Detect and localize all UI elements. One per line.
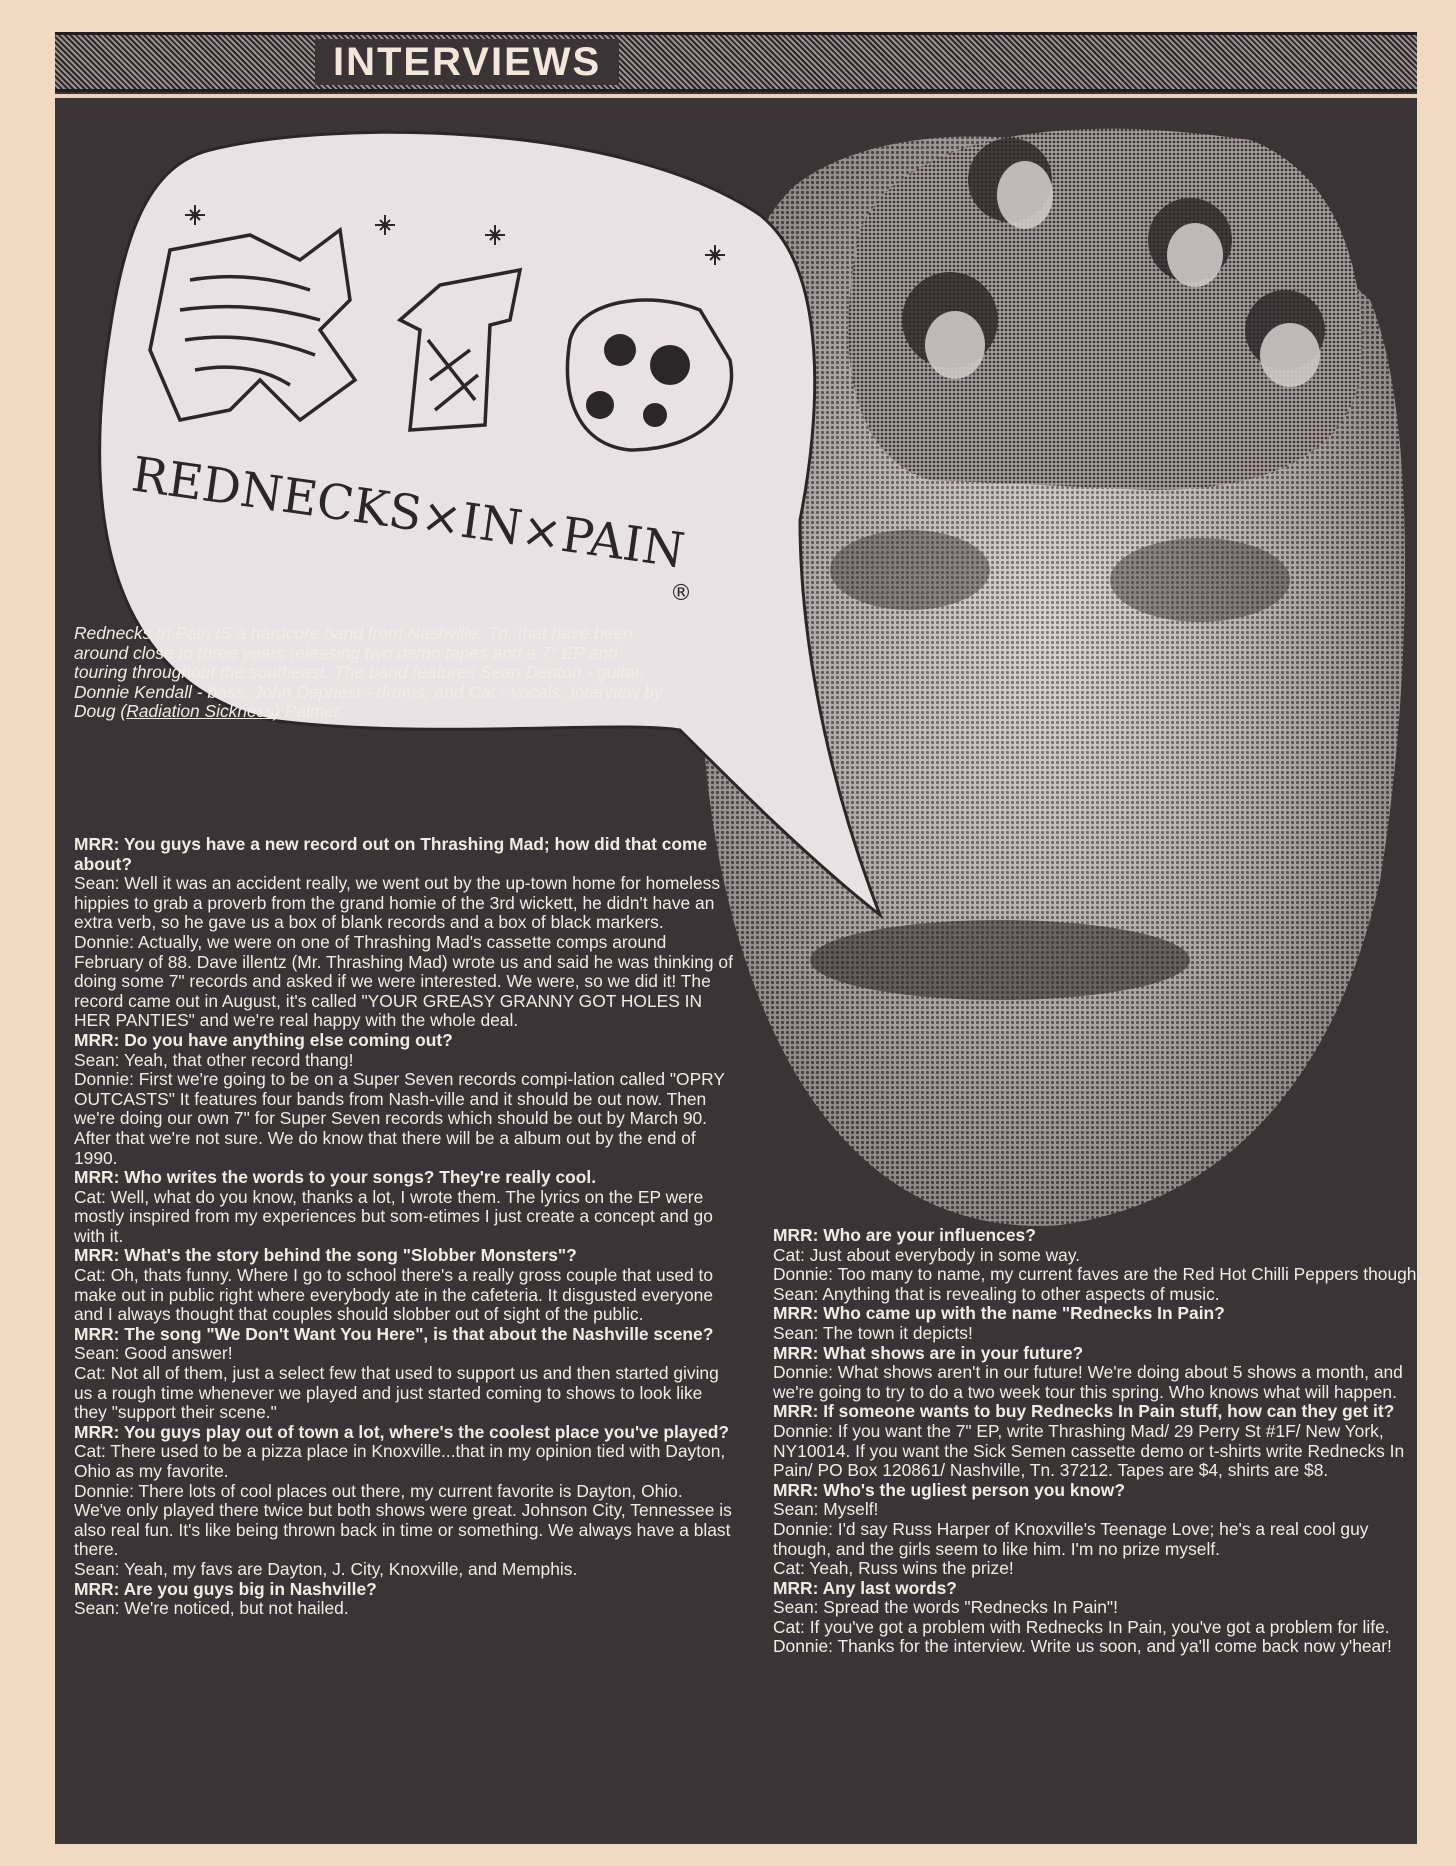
question: MRR: Are you guys big in Nashville? — [74, 1578, 377, 1599]
intro-text: Rednecks In Pain IS a hardcore band from Nashville, Tn. that have been around close to three years releasing two demo tapes and a 7" EP and touring throughout the southeast. The band features Sean Denton - guitar, Donnie Kendall - bass, John Depriest - drums, and Cat - vocals. Interview by Doug ( — [74, 623, 663, 722]
answer: Cat: Yeah, Russ wins the prize! — [773, 1558, 1014, 1579]
registered-mark: ® — [670, 581, 692, 606]
answer: Donnie: I'd say Russ Harper of Knoxville's Teenage Love; he's a real cool guy though, and the girls seem to like him. I'm no prize myself. — [773, 1518, 1369, 1559]
logo-letter-p — [568, 300, 732, 450]
question: MRR: Who's the ugliest person you know? — [773, 1479, 1125, 1500]
question: MRR: The song "We Don't Want You Here", is that about the Nashville scene? — [74, 1323, 714, 1344]
answer: Donnie: There lots of cool places out there, my current favorite is Dayton, Ohio. We've only played there twice but both shows were great. Johnson City, Tennessee is also real fun. It's like being thrown back in time or something. We always have a blast there. — [74, 1480, 732, 1560]
intro-underlined: Radiation Sickness — [126, 701, 275, 722]
answer: Donnie: First we're going to be on a Super Seven records compi-lation called "OPRY OUTCASTS" It features four bands from Nash-ville and it should be out now. Then we're doing our own 7" for Super Seven records which should be out by March 90. After that we're not sure. We do know that there will be a album out by the end of 1990. — [74, 1069, 725, 1168]
article-intro — [74, 624, 674, 722]
logo-wordmark: REDNECKS×IN×PAIN — [128, 446, 688, 580]
answer: Sean: Myself! — [773, 1499, 879, 1520]
answer: Cat: Oh, thats funny. Where I go to school there's a really gross couple that used to make out in public right where everybody ate in the cafeteria. It disgusted everyone and I always thought that couples should slobber out of sight of the public. — [74, 1265, 714, 1325]
question: MRR: You guys play out of town a lot, where's the coolest place you've played? — [74, 1421, 730, 1442]
answer: Sean: The town it depicts! — [773, 1322, 973, 1343]
answer: Sean: We're noticed, but not hailed. — [74, 1598, 349, 1619]
logo-letter-r — [150, 230, 355, 420]
interview-column-left — [74, 835, 734, 1619]
question: MRR: Who are your influences? — [773, 1225, 1036, 1245]
answer: Donnie: If you want the 7" EP, write Thrashing Mad/ 29 Perry St #1F/ New York, NY10014. If you want the Sick Semen cassette demo or t-shirts write Rednecks In Pain/ PO Box 120861/ Nashville, Tn. 37212. Tapes are $4, shirts are $8. — [773, 1420, 1405, 1481]
answer: Sean: Anything that is revealing to other aspects of music. — [773, 1283, 1220, 1304]
answer: Cat: Just about everybody in some way. — [773, 1244, 1081, 1265]
question: MRR: Who writes the words to your songs? They're really cool. — [74, 1167, 597, 1188]
intro-tail: ) Palmer. — [274, 701, 345, 722]
answer: Donnie: What shows aren't in our future! We're doing about 5 shows a month, and we're going to try to do a two week tour this spring. Who knows what will happen. — [773, 1362, 1403, 1402]
answer: Donnie: Thanks for the interview. Write us soon, and ya'll come back now y'hear! — [773, 1636, 1392, 1657]
question: MRR: Do you have anything else coming out? — [74, 1029, 453, 1050]
question: MRR: What shows are in your future? — [773, 1342, 1084, 1363]
question: MRR: Any last words? — [773, 1577, 957, 1598]
question: MRR: If someone wants to buy Rednecks In Pain stuff, how can they get it? — [773, 1401, 1395, 1422]
answer: Cat: Not all of them, just a select few that used to support us and then started giving us a rough time whenever we played and just started coming to shows to look like they "support their scene." — [74, 1363, 719, 1423]
answer: Donnie: Actually, we were on one of Thrashing Mad's cassette comps around February of 88. Dave illentz (Mr. Thrashing Mad) wrote us and said he was thinking of doing some 7" records and asked if we were interested. We were, so we did it! The record came out in August, it's called "YOUR GREASY GRANNY GOT HOLES IN HER PANTIES" and we're real happy with the whole deal. — [74, 931, 733, 1031]
answer: Cat: If you've got a problem with Rednecks In Pain, you've got a problem for life. — [773, 1616, 1390, 1637]
logo-sparks — [185, 205, 725, 265]
answer: Sean: Good answer! — [74, 1343, 233, 1364]
interview-column-right — [773, 1226, 1425, 1657]
question: MRR: Who came up with the name "Rednecks In Pain? — [773, 1303, 1225, 1324]
logo-letter-i — [400, 270, 520, 430]
answer: Sean: Yeah, that other record thang! — [74, 1049, 354, 1070]
band-logo — [110, 190, 760, 630]
question: MRR: You guys have a new record out on Thrashing Mad; how did that come about? — [74, 834, 708, 874]
answer: Donnie: Too many to name, my current faves are the Red Hot Chilli Peppers though. — [773, 1264, 1422, 1285]
answer: Sean: Spread the words "Rednecks In Pain"! — [773, 1597, 1118, 1618]
answer: Sean: Well it was an accident really, we went out by the up-town home for homeless hippies to grab a proverb from the grand homie of the 3rd wickett, he didn't have an extra verb, so he gave us a box of blank records and a box of black markers. — [74, 873, 721, 933]
answer: Cat: There used to be a pizza place in Knoxville...that in my opinion tied with Dayton, Ohio as my favorite. — [74, 1441, 726, 1481]
answer: Cat: Well, what do you know, thanks a lot, I wrote them. The lyrics on the EP were mostly inspired from my experiences but som-etimes I just create a concept and go with it. — [74, 1186, 713, 1246]
question: MRR: What's the story behind the song "Slobber Monsters"? — [74, 1245, 577, 1266]
section-title: INTERVIEWS — [315, 39, 619, 85]
answer: Sean: Yeah, my favs are Dayton, J. City, Knoxville, and Memphis. — [74, 1558, 578, 1579]
